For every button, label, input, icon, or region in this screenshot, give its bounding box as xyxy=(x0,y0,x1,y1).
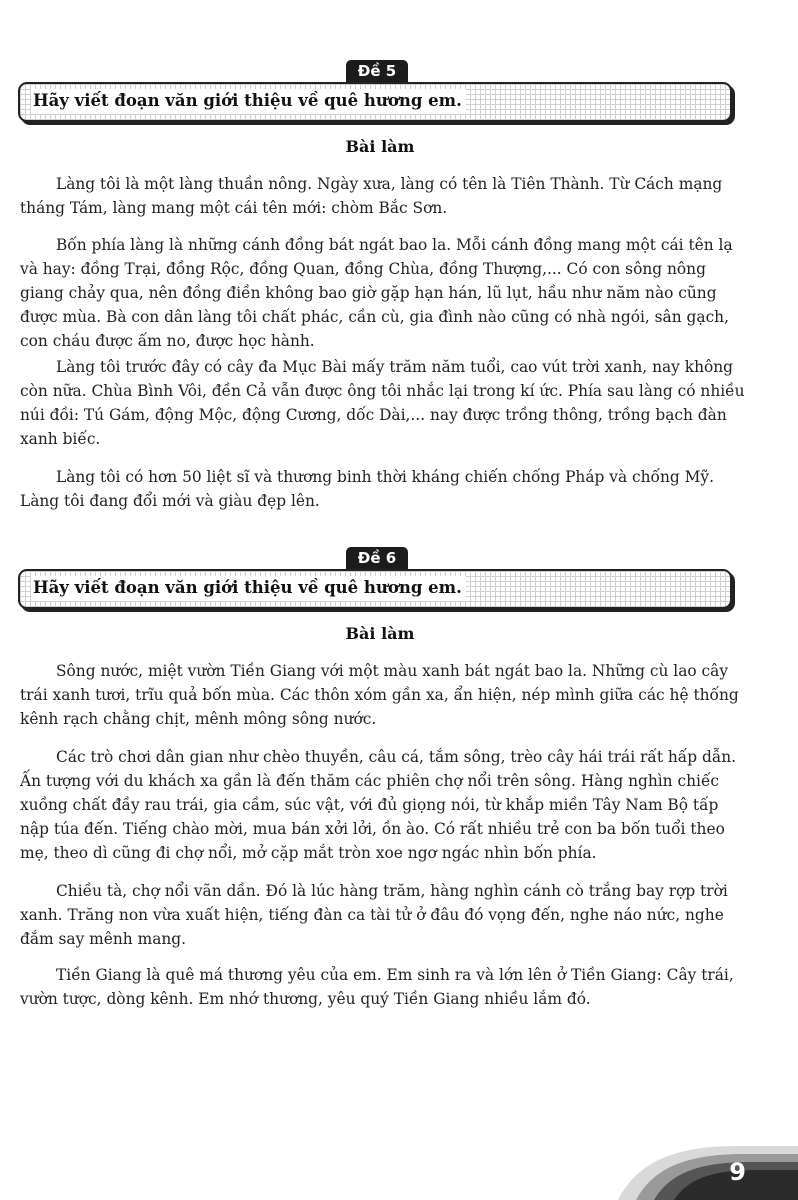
exercise-6-prompt: Hãy viết đoạn văn giới thiệu về quê hương em. xyxy=(31,576,466,601)
exercise-6-paragraph-2: Các trò chơi dân gian như chèo thuyền, câu cá, tắm sông, trèo cây hái trái rất hấp dẫn. Ấn tượng với du khách xa gần là đến thăm các phiên chợ nổi trên sông. Hàng nghìn chiếc xuồng chất đầy rau trái, gia cầm, súc vật, với đủ giọng nói, từ khắp miền Tây Nam Bộ tấp nập túa đến. Tiếng chào mời, mua bán xởi lởi, ồn ào. Có rất nhiều trẻ con ba bốn tuổi theo mẹ, theo dì cũng đi chợ nổi, mở cặp mắt tròn xoe ngơ ngác nhìn bốn phía. xyxy=(20,748,737,862)
exercise-6-prompt-box xyxy=(18,569,732,609)
page-corner-tab xyxy=(618,1140,798,1200)
exercise-5-prompt-box xyxy=(18,82,732,122)
exercise-6-heading: Bài làm xyxy=(345,624,415,643)
exercise-5-prompt: Hãy viết đoạn văn giới thiệu về quê hương em. xyxy=(31,89,466,114)
exercise-6-paragraph-3: Chiều tà, chợ nổi vãn dần. Đó là lúc hàng trăm, hàng nghìn cánh cò trắng bay rợp trời xanh. Trăng non vừa xuất hiện, tiếng đàn ca tài tử ở đâu đó vọng đến, nghe náo nức, nghe đắm say mênh mang. xyxy=(20,882,728,948)
exercise-5-paragraph-2: Bốn phía làng là những cánh đồng bát ngát bao la. Mỗi cánh đồng mang một cái tên lạ và hay: đồng Trại, đồng Rộc, đồng Quan, đồng Chùa, đồng Thượng,... Có con sông nông giang chảy qua, nên đồng điền không bao giờ gặp hạn hán, lũ lụt, hầu như năm nào cũng được mùa. Bà con dân làng tôi chất phác, cần cù, gia đình nào cũng có nhà ngói, sân gạch, con cháu được ấm no, được học hành. xyxy=(20,236,733,350)
exercise-5-paragraph-4: Làng tôi có hơn 50 liệt sĩ và thương binh thời kháng chiến chống Pháp và chống Mỹ. Làng tôi đang đổi mới và giàu đẹp lên. xyxy=(20,468,714,510)
exercise-5-paragraph-1: Làng tôi là một làng thuần nông. Ngày xưa, làng có tên là Tiên Thành. Từ Cách mạng tháng Tám, làng mang một cái tên mới: chòm Bắc Sơn. xyxy=(20,175,723,217)
exercise-6-paragraph-1: Sông nước, miệt vườn Tiền Giang với một màu xanh bát ngát bao la. Những cù lao cây trái xanh tươi, trĩu quả bốn mùa. Các thôn xóm gần xa, ẩn hiện, nép mình giữa các hệ thống kênh rạch chằng chịt, mênh mông sông nước. xyxy=(20,662,739,728)
exercise-5-heading: Bài làm xyxy=(345,137,415,156)
exercise-6-badge: Đề 6 xyxy=(346,547,408,569)
exercise-6-paragraph-4: Tiền Giang là quê má thương yêu của em. Em sinh ra và lớn lên ở Tiền Giang: Cây trái, vườn tược, dòng kênh. Em nhớ thương, yêu quý Tiền Giang nhiều lắm đó. xyxy=(20,966,734,1008)
page-number: 9 xyxy=(729,1158,746,1186)
exercise-5-paragraph-3: Làng tôi trước đây có cây đa Mục Bài mấy trăm năm tuổi, cao vút trời xanh, nay không còn nữa. Chùa Bình Vôi, đền Cả vẫn được ông tôi nhắc lại trong kí ức. Phía sau làng có nhiều núi đồi: Tú Gám, động Mộc, động Cương, dốc Dài,... nay được trồng thông, trồng bạch đàn xanh biếc. xyxy=(20,358,745,448)
exercise-5-badge: Đề 5 xyxy=(346,60,408,82)
